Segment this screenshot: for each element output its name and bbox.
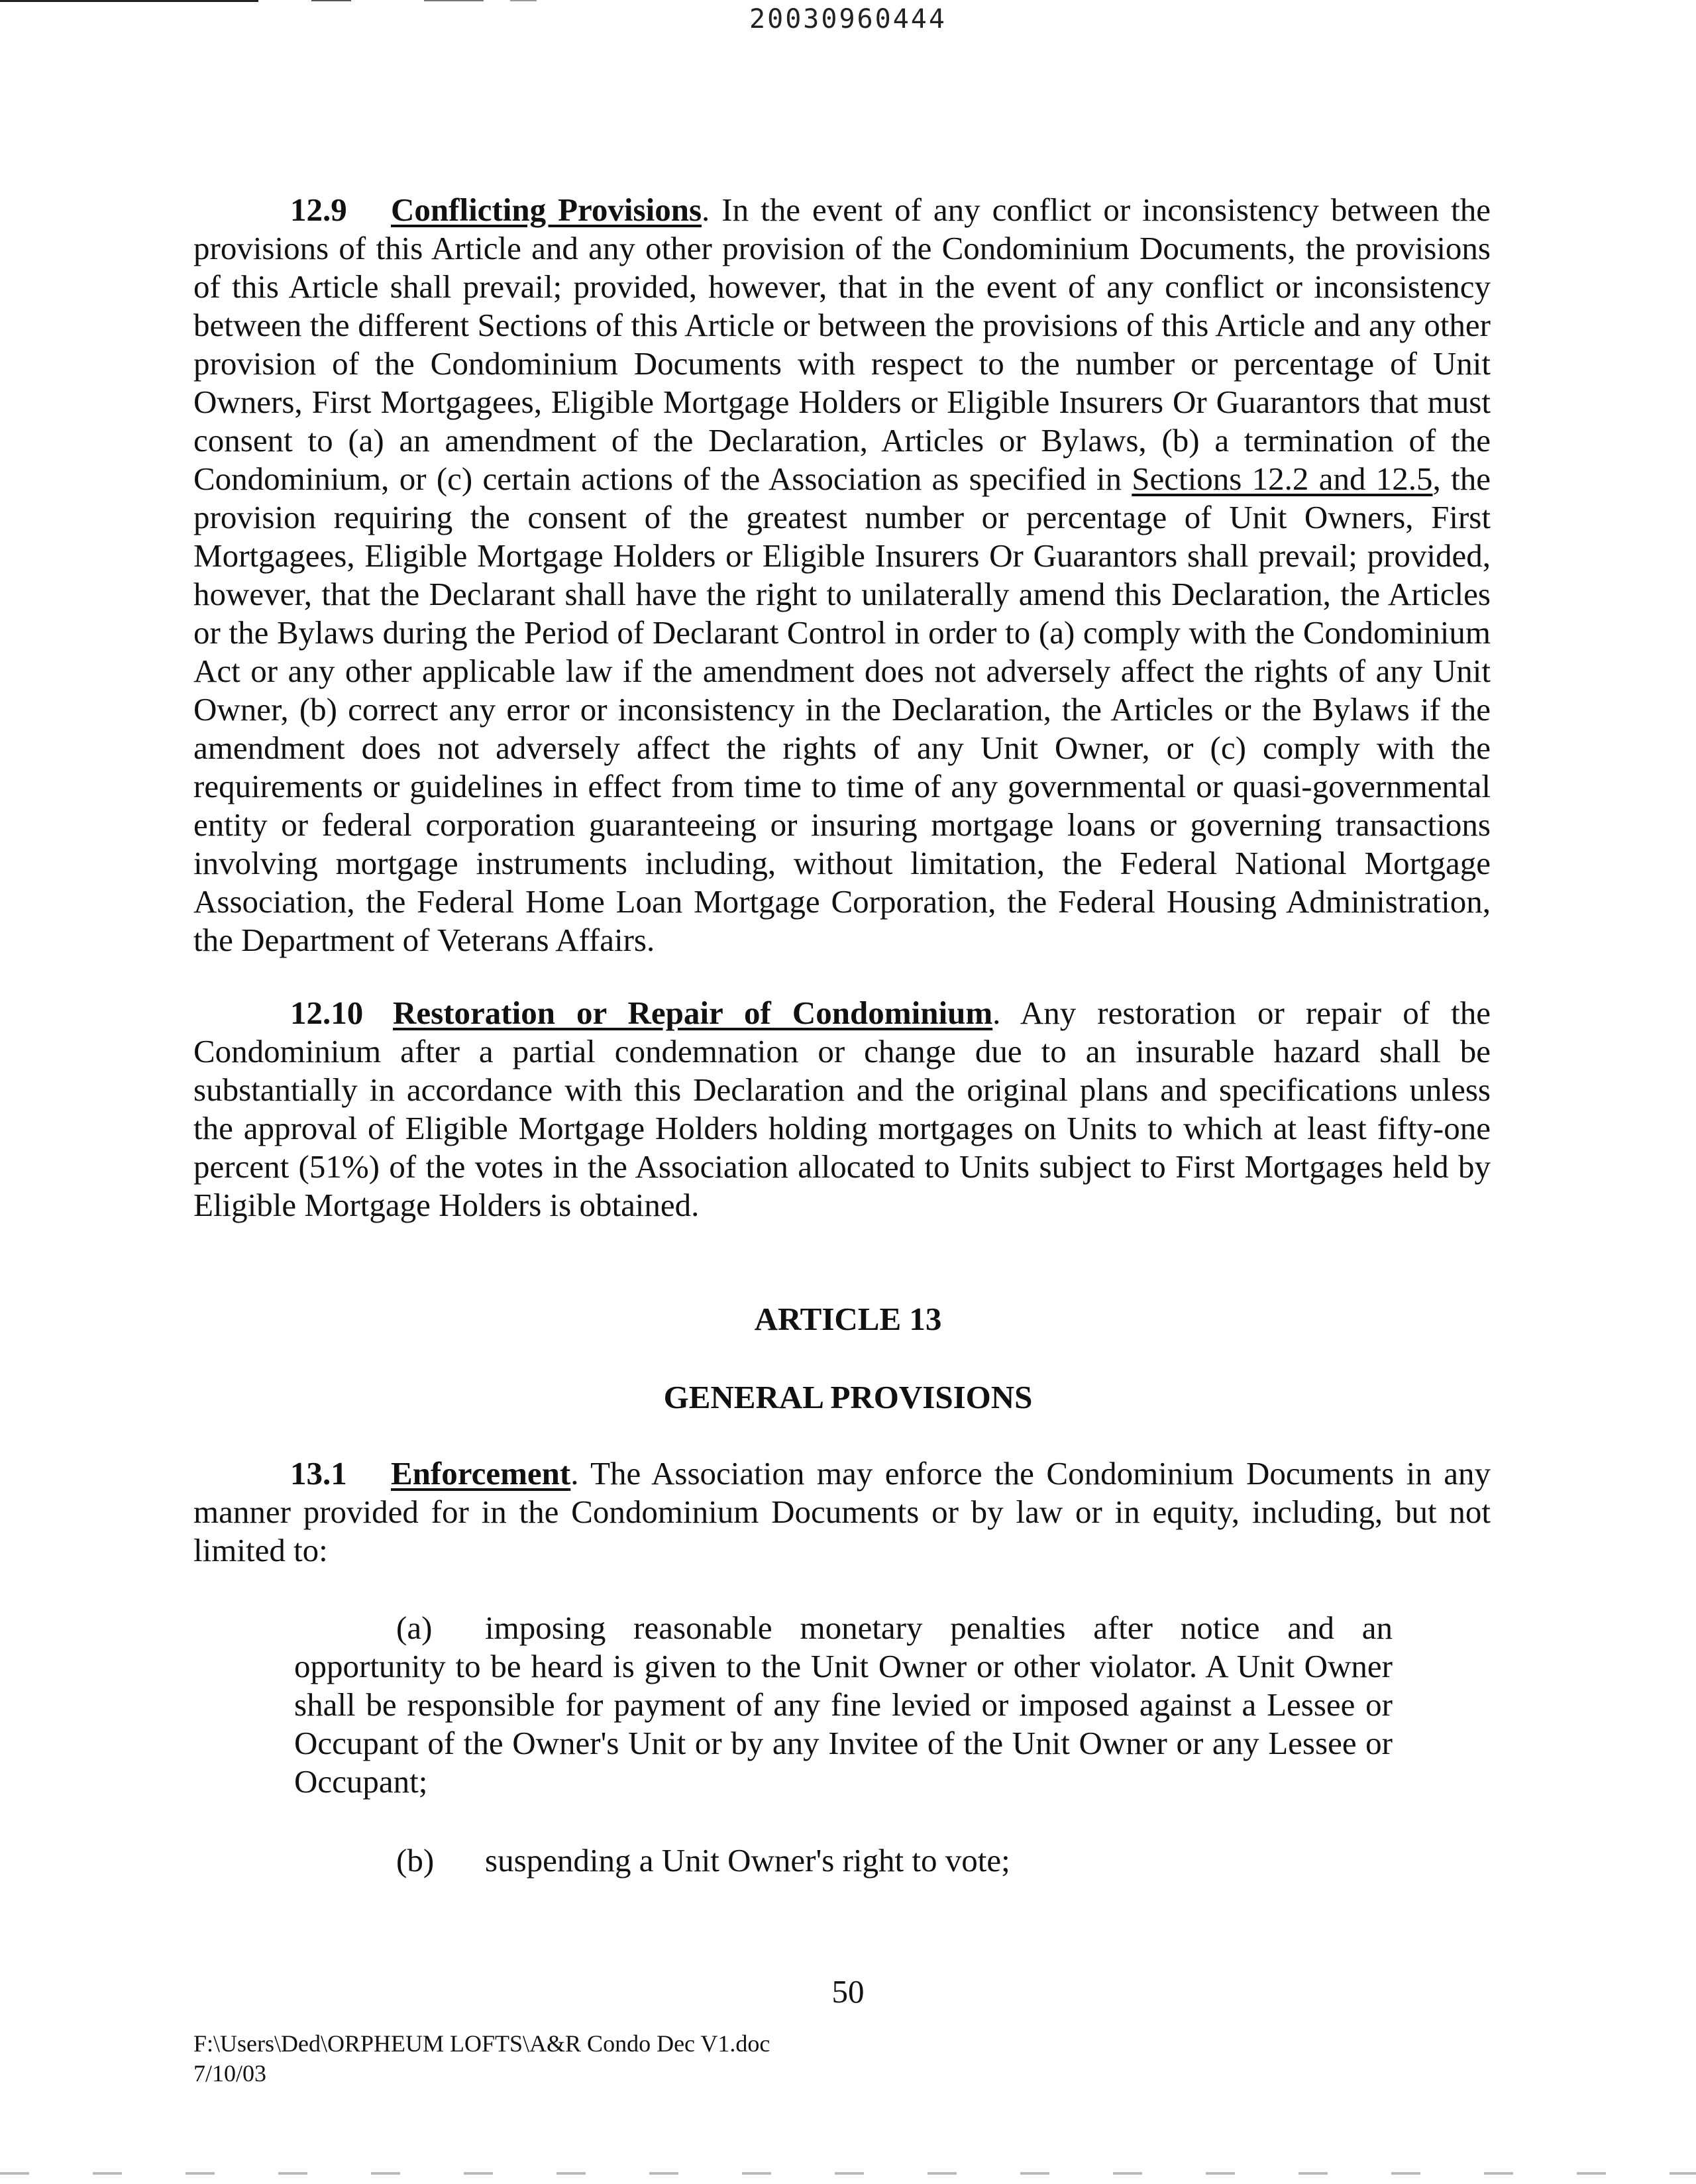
scan-artifact-top-rule: [0, 0, 258, 2]
list-item-label: (b): [396, 1842, 435, 1879]
section-12-10-paragraph: [193, 994, 1491, 1225]
list-item: [294, 1841, 1393, 1880]
section-text: . In the event of any conflict or inconsistency between the provisions of this Article and any other provision of the Condominium Documents, the provisions of this Article shall prevail; provided, however, that in the event of any conflict or inconsistency between the different Sections of this Article or between the provisions of this Article and any other provision of the Condominium Documents with respect to the number or percentage of Unit Owners, First Mortgagees, Eligible Mortgage Holders or Eligible Insurers Or Guarantors that must consent to (a) an amendment of the Declaration, Articles or Bylaws, (b) a termination of the Condominium, or (c) certain actions of the Association as specified in: [193, 191, 1491, 497]
article-subheading: GENERAL PROVISIONS: [663, 1379, 1033, 1415]
section-text: . The Association may enforce the Condominium Documents in any manner provided for in the Condominium Documents or by law or in equity, including, but not limited to:: [193, 1455, 1491, 1568]
scan-artifact-bottom-dashes: [0, 2172, 1696, 2175]
section-13-1-paragraph: [193, 1454, 1491, 1570]
footer-date: 7/10/03: [193, 2060, 267, 2087]
document-id: 20030960444: [749, 4, 947, 34]
section-12-9-paragraph: [193, 191, 1491, 959]
page-number: 50: [831, 1973, 865, 2010]
section-number: 13.1: [290, 1455, 347, 1492]
section-cross-reference: Sections 12.2 and 12.5: [1132, 461, 1433, 497]
section-title: Enforcement: [391, 1455, 571, 1492]
footer-file-path: F:\Users\Ded\ORPHEUM LOFTS\A&R Condo Dec V1.doc: [193, 2030, 770, 2057]
article-heading: ARTICLE 13: [754, 1301, 942, 1337]
scan-artifact-top-rule: [510, 0, 537, 1]
list-item-label: (a): [396, 1610, 433, 1646]
list-item: [294, 1609, 1393, 1801]
scan-artifact-top-rule: [424, 0, 484, 1]
list-item-text: suspending a Unit Owner's right to vote;: [485, 1842, 1010, 1879]
section-title: Restoration or Repair of Condominium: [393, 995, 993, 1031]
section-number: 12.9: [290, 191, 347, 228]
section-text: , the provision requiring the consent of the greatest number or percentage of Unit Owners, First Mortgagees, Eligible Mortgage Holders or Eligible Insurers Or Guarantors shall prevail; provided, however, that the Declarant shall have the right to unilaterally amend this Declaration, the Articles or the Bylaws during the Period of Declarant Control in order to (a) comply with the Condominium Act or any other applicable law if the amendment does not adversely affect the rights of any Unit Owner, (b) correct any error or inconsistency in the Declaration, the Articles or the Bylaws if the amendment does not adversely affect the rights of any Unit Owner, or (c) comply with the requirements or guidelines in effect from time to time of any governmental or quasi-governmental entity or federal corporation guaranteeing or insuring mortgage loans or governing transactions involving mortgage instruments including, without limitation, the Federal National Mortgage Association, the Federal Home Loan Mortgage Corporation, the Federal Housing Administration, the Department of Veterans Affairs.: [193, 461, 1491, 958]
section-number: 12.10: [290, 995, 364, 1031]
section-text: . Any restoration or repair of the Condominium after a partial condemnation or change due to an insurable hazard shall be substantially in accordance with this Declaration and the original plans and specifications unless the approval of Eligible Mortgage Holders holding mortgages on Units to which at least fifty-one percent (51%) of the votes in the Association allocated to Units subject to First Mortgages held by Eligible Mortgage Holders is obtained.: [193, 995, 1491, 1223]
list-item-text: imposing reasonable monetary penalties after notice and an opportunity to be heard is given to the Unit Owner or other violator. A Unit Owner shall be responsible for payment of any fine levied or imposed against a Lessee or Occupant of the Owner's Unit or by any Invitee of the Unit Owner or any Lessee or Occupant;: [294, 1610, 1393, 1800]
scan-artifact-top-rule: [311, 0, 351, 1]
section-title: Conflicting Provisions: [391, 191, 702, 228]
